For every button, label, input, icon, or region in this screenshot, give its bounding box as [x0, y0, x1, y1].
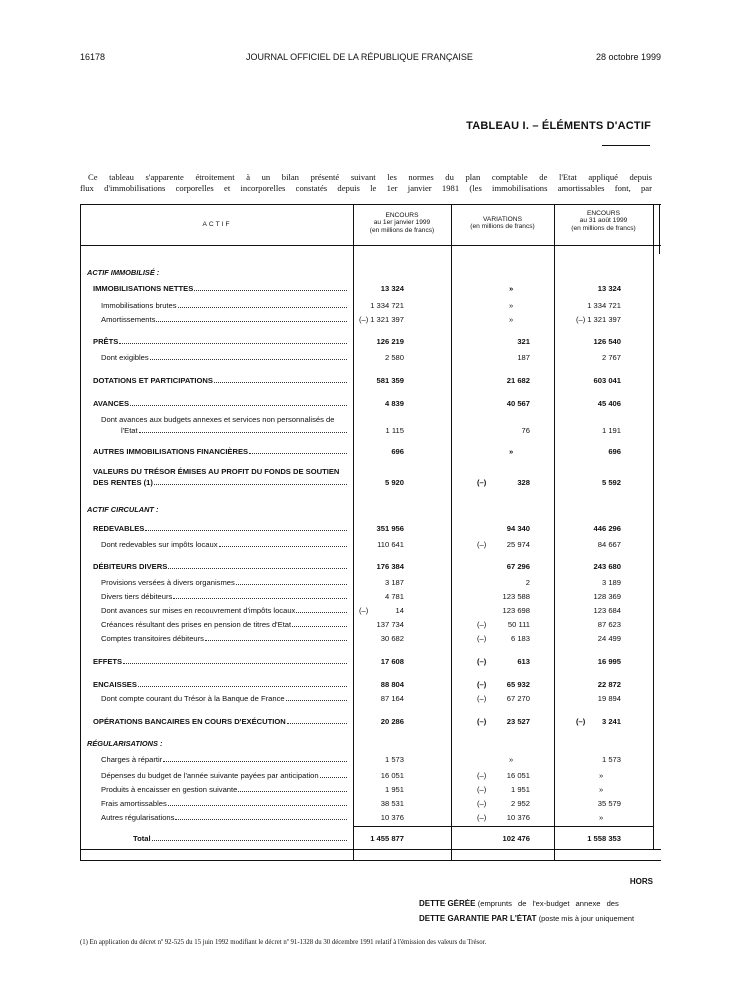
value-variation: 65 932	[506, 680, 530, 689]
table-row	[81, 717, 661, 727]
row-label-text: Créances résultant des prises en pension de titres d'Etat	[101, 620, 292, 629]
table-row	[81, 415, 661, 435]
table-row	[81, 353, 661, 363]
leader-dots	[236, 583, 347, 585]
value-variation: 2	[525, 578, 530, 587]
value-encours-end: »	[599, 771, 604, 780]
value-encours-end: 123 684	[593, 606, 621, 615]
value-encours-end: 1 191	[601, 426, 621, 435]
row-label	[101, 353, 347, 362]
dette-garantie-line	[419, 914, 653, 923]
leader-dots	[130, 404, 347, 406]
value-encours-end: 45 406	[597, 399, 621, 408]
value-variation: 123 588	[502, 592, 530, 601]
row-label	[93, 657, 347, 666]
value-encours-start: 351 956	[376, 524, 404, 533]
value-encours-end: 446 296	[593, 524, 621, 533]
row-label-text: Dont avances sur mises en recouvrement d'impôts locaux	[101, 606, 296, 615]
leader-dots	[156, 320, 347, 322]
row-label	[93, 337, 347, 346]
header-line: (en millions de francs)	[369, 226, 435, 234]
value-variation: 321	[517, 337, 530, 346]
row-label	[93, 680, 347, 689]
row-label	[101, 694, 347, 703]
intro-paragraph	[80, 172, 652, 193]
row-label-text: Dont exigibles	[101, 353, 149, 362]
leader-dots	[173, 597, 347, 599]
row-label-text: Immobilisations brutes	[101, 301, 177, 310]
table-row	[81, 562, 661, 572]
value-encours-start: 10 376	[380, 813, 404, 822]
value-encours-start: 4 781	[384, 592, 404, 601]
table-row	[81, 524, 661, 534]
row-label	[101, 771, 347, 780]
header-line: ENCOURS	[587, 210, 620, 217]
hors-label: HORS	[629, 877, 653, 886]
value-encours-end: »	[599, 785, 604, 794]
value-variation: 21 682	[506, 376, 530, 385]
title-underline	[602, 145, 650, 146]
value-variation: 94 340	[506, 524, 530, 533]
value-encours-start: 581 359	[376, 376, 404, 385]
value-encours-start: 4 839	[384, 399, 404, 408]
value-variation: »	[509, 447, 514, 456]
total-label-text: Total	[133, 834, 151, 843]
value-variation: 67 270	[506, 694, 530, 703]
row-label-text: Amortissements	[101, 315, 156, 324]
leader-dots	[219, 545, 348, 547]
table-row	[81, 578, 661, 588]
value-variation: »	[509, 315, 514, 324]
total-label	[133, 834, 347, 843]
total-encours-end: 1 558 353	[587, 834, 621, 843]
value-encours-start: 1 573	[384, 755, 404, 764]
row-label-text: Comptes transitoires débiteurs	[101, 634, 204, 643]
header-line: (en millions de francs)	[470, 223, 535, 231]
row-label-text: Charges à répartir	[101, 755, 163, 764]
value-encours-end: »	[599, 813, 604, 822]
leader-dots	[154, 483, 347, 485]
header-line: au 1er janvier 1999	[373, 219, 431, 227]
row-label-text: DOTATIONS ET PARTICIPATIONS	[93, 376, 213, 385]
leader-dots	[249, 452, 347, 454]
value-encours-start: 2 580	[384, 353, 404, 362]
value-variation: 2 952	[510, 799, 530, 808]
value-encours-end: 5 592	[601, 478, 621, 487]
table-bottom-rule	[81, 849, 661, 850]
header-encours-end	[554, 210, 653, 232]
intro-line: Ce tableau s'apparente étroitement à un bilan présenté suivant les normes du plan comptable de l'Etat appliqué depuis	[88, 172, 652, 182]
row-label-text: VALEURS DU TRÉSOR ÉMISES AU PROFIT DU FONDS DE SOUTIEN	[93, 467, 340, 476]
value-encours-start: 110 641	[377, 540, 404, 549]
table-row	[81, 315, 661, 325]
table-row	[81, 337, 661, 347]
sign-col2: (–)	[477, 813, 487, 822]
row-label	[93, 467, 347, 476]
leader-dots	[163, 760, 347, 762]
sign-col2: (–)	[477, 771, 487, 780]
row-label-text: REDEVABLES	[93, 524, 145, 533]
value-variation: 67 296	[506, 562, 530, 571]
journal-title: JOURNAL OFFICIEL DE LA RÉPUBLIQUE FRANÇAISE	[246, 52, 473, 62]
sign-col2: (–)	[477, 620, 487, 629]
value-variation: »	[509, 755, 514, 764]
value-encours-end: 19 894	[597, 694, 621, 703]
sign-col3: (–)	[576, 315, 586, 324]
row-label-text: l'Etat	[121, 426, 138, 435]
leader-dots	[168, 567, 347, 569]
value-encours-end: 126 540	[593, 337, 621, 346]
header-rule	[81, 245, 661, 246]
row-label	[101, 785, 347, 794]
total-variation: 102 476	[502, 834, 530, 843]
header-line: ENCOURS	[385, 212, 419, 219]
row-label-text: Divers tiers débiteurs	[101, 592, 173, 601]
row-label	[101, 315, 347, 324]
value-variation: 50 111	[507, 620, 530, 629]
value-encours-start: 1 115	[385, 426, 404, 435]
dette-geree-heading: DETTE GÉRÉE	[419, 899, 476, 908]
table-row	[81, 694, 661, 704]
row-label	[101, 634, 347, 643]
header-actif: ACTIF	[202, 221, 232, 228]
table-row	[81, 755, 661, 765]
row-label	[101, 301, 347, 310]
table-row	[81, 467, 661, 487]
row-label-text: EFFETS	[93, 657, 123, 666]
row-label	[93, 562, 347, 571]
table-row	[81, 376, 661, 386]
row-label	[101, 755, 347, 764]
leader-dots	[286, 699, 347, 701]
value-variation: 328	[517, 478, 530, 487]
header-encours-start	[353, 212, 451, 234]
value-variation: 16 051	[506, 771, 530, 780]
value-variation: 76	[521, 426, 530, 435]
value-variation: 23 527	[506, 717, 530, 726]
sign-col2: (–)	[477, 540, 487, 549]
leader-dots	[296, 611, 347, 613]
table-row	[81, 771, 661, 781]
table-row	[81, 799, 661, 809]
table-row	[81, 634, 661, 644]
dette-geree-text: (emprunts de l'ex-budget annexe des	[477, 899, 619, 908]
sign-col2: (–)	[477, 657, 487, 666]
row-label	[101, 578, 347, 587]
header-line: au 31 août 1999	[579, 217, 628, 225]
table-row	[81, 680, 661, 690]
value-encours-end: 603 041	[593, 376, 621, 385]
leader-dots	[238, 790, 347, 792]
table-row	[81, 785, 661, 795]
table-row	[81, 657, 661, 667]
value-encours-start: 1 951	[384, 785, 404, 794]
value-encours-start: 1 334 721	[370, 301, 404, 310]
row-label	[101, 813, 347, 822]
section-heading: RÉGULARISATIONS :	[87, 739, 163, 748]
value-encours-start: 3 187	[384, 578, 404, 587]
row-label-text: DÉBITEURS DIVERS	[93, 562, 168, 571]
row-label-text: DES RENTES (1)	[93, 478, 153, 487]
leader-dots	[178, 306, 347, 308]
leader-dots	[287, 722, 347, 724]
sign-col2: (–)	[477, 694, 487, 703]
table-row	[81, 606, 661, 616]
value-variation: 6 183	[510, 634, 530, 643]
row-label	[93, 399, 347, 408]
row-label	[101, 606, 347, 615]
leader-dots	[175, 818, 347, 820]
value-encours-start: 126 219	[376, 337, 404, 346]
value-encours-start: 696	[391, 447, 404, 456]
sign-col2: (–)	[477, 799, 487, 808]
dette-garantie-text: (poste mis à jour uniquement	[538, 914, 634, 923]
leader-dots	[214, 381, 347, 383]
row-label	[93, 717, 347, 726]
leader-dots	[145, 529, 347, 531]
table-row	[81, 399, 661, 409]
row-label-text: Produits à encaisser en gestion suivante	[101, 785, 238, 794]
value-encours-end: 3 241	[601, 717, 621, 726]
sign-col2: (–)	[477, 634, 487, 643]
value-encours-start: 17 608	[380, 657, 404, 666]
row-label-text: AUTRES IMMOBILISATIONS FINANCIÈRES	[93, 447, 249, 456]
row-label-text: ENCAISSES	[93, 680, 137, 689]
publication-date: 28 octobre 1999	[595, 52, 661, 62]
value-encours-end: 1 321 397	[587, 315, 621, 324]
value-encours-end: 87 623	[597, 620, 621, 629]
value-variation: 25 974	[506, 540, 530, 549]
value-variation: »	[509, 284, 514, 293]
value-encours-end: 3 189	[601, 578, 621, 587]
value-encours-end: 2 767	[601, 353, 621, 362]
value-encours-end: 13 324	[597, 284, 621, 293]
value-encours-end: 696	[608, 447, 621, 456]
leader-dots	[152, 839, 347, 841]
row-label	[101, 540, 347, 549]
leader-dots	[205, 639, 347, 641]
value-encours-start: 137 734	[376, 620, 404, 629]
section-heading: ACTIF CIRCULANT :	[87, 505, 159, 514]
row-label-text: OPÉRATIONS BANCAIRES EN COURS D'EXÉCUTION	[93, 717, 286, 726]
row-label	[93, 284, 347, 293]
row-label-text: Dont avances aux budgets annexes et services non personnalisés de	[101, 415, 335, 424]
value-variation: »	[509, 301, 514, 310]
value-encours-start: 16 051	[380, 771, 404, 780]
value-encours-end: 16 995	[597, 657, 621, 666]
leader-dots	[123, 662, 347, 664]
sign-col2: (–)	[477, 478, 487, 487]
dette-geree-line	[419, 899, 653, 908]
row-label-cont	[93, 478, 347, 487]
row-label-text: Dont redevables sur impôts locaux	[101, 540, 218, 549]
leader-dots	[168, 804, 347, 806]
value-encours-start: 38 531	[380, 799, 404, 808]
table-row	[81, 540, 661, 550]
value-encours-start: 88 804	[380, 680, 404, 689]
value-encours-end: 128 369	[593, 592, 621, 601]
intro-line: flux d'immobilisations corporelles et incorporelles constatés depuis le 1er janvier 1981 (les immobilisations amortissables font, par	[80, 182, 652, 193]
page-number: 16178	[80, 52, 106, 62]
value-encours-end: 1 334 721	[587, 301, 621, 310]
leader-dots	[150, 358, 347, 360]
value-encours-start: 20 286	[380, 717, 404, 726]
value-variation: 40 567	[506, 399, 530, 408]
leader-dots	[138, 685, 347, 687]
value-encours-start: 13 324	[380, 284, 404, 293]
header-line: VARIATIONS	[483, 216, 522, 223]
table-right-edge	[659, 204, 660, 254]
leader-dots	[320, 776, 347, 778]
row-label-text: Autres régularisations	[101, 813, 175, 822]
sign-col2: (–)	[477, 785, 487, 794]
value-encours-start: 176 384	[376, 562, 404, 571]
value-variation: 1 951	[510, 785, 530, 794]
value-variation: 187	[517, 353, 530, 362]
table-title: TABLEAU I. – ÉLÉMENTS D'ACTIF	[466, 120, 651, 132]
sign-col1: (–)	[359, 606, 369, 615]
leader-dots	[194, 289, 347, 291]
value-encours-end: 243 680	[593, 562, 621, 571]
leader-dots	[139, 431, 347, 433]
header-line: (en millions de francs)	[571, 224, 636, 232]
value-encours-end: 24 499	[597, 634, 621, 643]
total-encours-start: 1 455 877	[370, 834, 404, 843]
total-row	[81, 834, 661, 844]
row-label-text: Dont compte courant du Trésor à la Banque de France	[101, 694, 285, 703]
value-encours-end: 35 579	[597, 799, 621, 808]
footnote: (1) En application du décret nº 92-525 du 15 juin 1992 modifiant le décret nº 91-1328 du 30 décembre 1991 relatif à l'émission des valeurs du Trésor.	[80, 939, 487, 946]
row-label-text: PRÊTS	[93, 337, 119, 346]
sign-col3: (–)	[576, 717, 586, 726]
row-label-text: Dépenses du budget de l'année suivante payées par anticipation	[101, 771, 319, 780]
value-encours-end: 1 573	[601, 755, 621, 764]
value-variation: 10 376	[506, 813, 530, 822]
table-row	[81, 592, 661, 602]
value-encours-start: 5 920	[384, 478, 404, 487]
row-label	[93, 376, 347, 385]
value-encours-end: 22 872	[597, 680, 621, 689]
row-label-text: Provisions versées à divers organismes	[101, 578, 235, 587]
table-row	[81, 284, 661, 294]
row-label	[101, 620, 347, 629]
table-row	[81, 813, 661, 823]
assets-table	[80, 204, 661, 923]
table-row	[81, 620, 661, 630]
dette-garantie-heading: DETTE GARANTIE PAR L'ÉTAT	[419, 914, 537, 923]
value-encours-start: 14	[395, 606, 404, 615]
value-variation: 123 698	[502, 606, 530, 615]
value-encours-start: 1 321 397	[370, 315, 404, 324]
value-encours-start: 87 164	[380, 694, 404, 703]
row-label	[101, 592, 347, 601]
value-variation: 613	[517, 657, 530, 666]
total-rule	[353, 826, 653, 827]
section-heading: ACTIF IMMOBILISÉ :	[87, 268, 160, 277]
sign-col2: (–)	[477, 680, 487, 689]
leader-dots	[292, 625, 347, 627]
value-encours-end: 84 667	[597, 540, 621, 549]
row-label	[101, 799, 347, 808]
row-label-cont	[121, 426, 347, 435]
row-label	[101, 415, 347, 424]
header-variations	[451, 216, 554, 231]
row-label-text: IMMOBILISATIONS NETTES	[93, 284, 194, 293]
table-row	[81, 447, 661, 457]
row-label-text: AVANCES	[93, 399, 130, 408]
row-label-text: Frais amortissables	[101, 799, 167, 808]
sign-col2: (–)	[477, 717, 487, 726]
row-label	[93, 524, 347, 533]
table-row	[81, 301, 661, 311]
value-encours-start: 30 682	[380, 634, 404, 643]
sign-col1: (–)	[359, 315, 369, 324]
row-label	[93, 447, 347, 456]
leader-dots	[119, 342, 347, 344]
